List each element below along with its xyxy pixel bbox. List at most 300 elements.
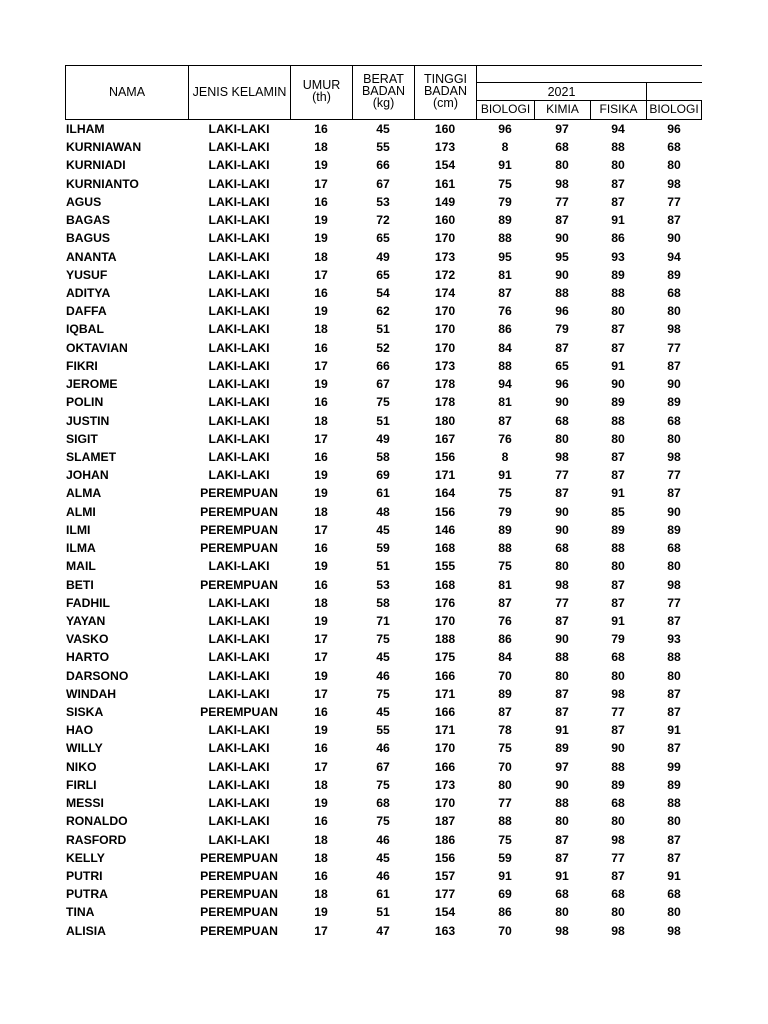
cell-biologi-2: 87	[667, 486, 681, 501]
cell-jenis-kelamin: PEREMPUAN	[200, 850, 278, 865]
cell-berat-badan: 71	[376, 613, 390, 628]
column-header-tinggi-line: BADAN	[423, 84, 468, 98]
cell-kimia: 77	[555, 595, 569, 610]
cell-kimia: 80	[555, 431, 569, 446]
cell-biologi-2: 98	[667, 577, 681, 592]
cell-tinggi-badan: 170	[434, 340, 456, 355]
column-header-nama: NAMA	[108, 85, 146, 99]
cell-tinggi-badan: 155	[434, 559, 456, 574]
cell-umur: 16	[314, 449, 328, 464]
cell-fisika: 91	[611, 486, 625, 501]
cell-jenis-kelamin: LAKI-LAKI	[208, 723, 270, 738]
table-row	[0, 812, 768, 830]
cell-umur: 16	[314, 340, 328, 355]
cell-nama: YAYAN	[66, 613, 106, 628]
cell-biologi-2: 77	[667, 340, 681, 355]
cell-fisika: 87	[611, 595, 625, 610]
cell-nama: KURNIADI	[66, 158, 126, 173]
cell-biologi-2: 68	[667, 887, 681, 902]
cell-umur: 16	[314, 122, 328, 136]
table-row	[0, 339, 768, 357]
cell-kimia: 80	[555, 905, 569, 920]
cell-jenis-kelamin: PEREMPUAN	[200, 905, 278, 920]
cell-fisika: 77	[611, 850, 625, 865]
cell-biologi-2: 68	[667, 140, 681, 155]
cell-tinggi-badan: 178	[434, 395, 456, 410]
cell-kimia: 97	[555, 759, 569, 774]
cell-nama: WINDAH	[66, 686, 117, 701]
cell-berat-badan: 75	[376, 777, 390, 792]
cell-biologi: 76	[498, 613, 512, 628]
column-header-berat-line: BERAT	[363, 72, 404, 86]
cell-jenis-kelamin: PEREMPUAN	[200, 869, 278, 884]
cell-umur: 17	[314, 431, 328, 446]
column-header-umur-line: UMUR	[302, 78, 341, 92]
cell-umur: 17	[314, 522, 328, 537]
cell-jenis-kelamin: LAKI-LAKI	[208, 741, 270, 756]
cell-biologi: 75	[498, 486, 512, 501]
table-row	[0, 248, 768, 266]
cell-jenis-kelamin: LAKI-LAKI	[208, 176, 270, 191]
cell-tinggi-badan: 170	[434, 304, 456, 319]
cell-biologi-2: 91	[667, 723, 681, 738]
cell-nama: KELLY	[66, 850, 105, 865]
cell-berat-badan: 52	[376, 340, 390, 355]
cell-kimia: 68	[555, 140, 569, 155]
cell-biologi-2: 87	[667, 705, 681, 720]
cell-biologi-2: 89	[667, 522, 681, 537]
cell-biologi-2: 77	[667, 595, 681, 610]
cell-umur: 19	[314, 905, 328, 920]
table-row	[0, 557, 768, 575]
subject-header-kimia: KIMIA	[546, 102, 579, 116]
table-row	[0, 703, 768, 721]
cell-biologi-2: 98	[667, 923, 681, 938]
cell-kimia: 80	[555, 814, 569, 829]
cell-biologi-2: 68	[667, 413, 681, 428]
cell-jenis-kelamin: LAKI-LAKI	[208, 358, 270, 373]
table-row	[0, 484, 768, 502]
table-row	[0, 357, 768, 375]
cell-biologi: 91	[498, 869, 512, 884]
cell-berat-badan: 49	[376, 249, 390, 264]
cell-berat-badan: 51	[376, 413, 390, 428]
cell-biologi-2: 87	[667, 741, 681, 756]
table-row	[0, 120, 768, 138]
cell-nama: SIGIT	[66, 431, 98, 446]
cell-jenis-kelamin: LAKI-LAKI	[208, 777, 270, 792]
cell-jenis-kelamin: LAKI-LAKI	[208, 249, 270, 264]
cell-tinggi-badan: 157	[434, 869, 456, 884]
column-header-berat-line: (kg)	[372, 96, 395, 110]
cell-umur: 18	[314, 322, 328, 337]
cell-nama: ILMA	[66, 541, 96, 556]
table-row	[0, 156, 768, 174]
cell-berat-badan: 47	[376, 923, 390, 938]
cell-fisika: 85	[611, 504, 625, 519]
cell-tinggi-badan: 154	[434, 905, 456, 920]
cell-kimia: 91	[555, 723, 569, 738]
column-header-tinggi-badan	[415, 73, 476, 109]
cell-tinggi-badan: 172	[434, 267, 456, 282]
table-row	[0, 539, 768, 557]
cell-berat-badan: 51	[376, 905, 390, 920]
cell-biologi: 70	[498, 668, 512, 683]
cell-fisika: 89	[611, 522, 625, 537]
cell-biologi: 77	[498, 796, 512, 811]
cell-biologi: 80	[498, 777, 512, 792]
cell-umur: 19	[314, 559, 328, 574]
table-row	[0, 612, 768, 630]
cell-kimia: 97	[555, 122, 569, 136]
cell-kimia: 88	[555, 650, 569, 665]
cell-fisika: 80	[611, 559, 625, 574]
cell-fisika: 87	[611, 468, 625, 483]
cell-fisika: 87	[611, 577, 625, 592]
cell-biologi: 89	[498, 522, 512, 537]
cell-biologi-2: 98	[667, 322, 681, 337]
cell-biologi: 86	[498, 632, 512, 647]
cell-umur: 16	[314, 541, 328, 556]
cell-jenis-kelamin: LAKI-LAKI	[208, 613, 270, 628]
cell-umur: 19	[314, 613, 328, 628]
cell-jenis-kelamin: PEREMPUAN	[200, 486, 278, 501]
cell-jenis-kelamin: LAKI-LAKI	[208, 449, 270, 464]
column-header-berat-line: BADAN	[361, 84, 406, 98]
cell-berat-badan: 66	[376, 358, 390, 373]
cell-nama: ALMI	[66, 504, 96, 519]
cell-biologi: 75	[498, 832, 512, 847]
cell-tinggi-badan: 156	[434, 850, 456, 865]
cell-biologi: 76	[498, 431, 512, 446]
table-row	[0, 758, 768, 776]
cell-berat-badan: 61	[376, 486, 390, 501]
cell-biologi-2: 80	[667, 668, 681, 683]
cell-biologi: 78	[498, 723, 512, 738]
cell-fisika: 87	[611, 723, 625, 738]
cell-biologi: 75	[498, 741, 512, 756]
cell-biologi: 88	[498, 231, 512, 246]
cell-nama: BAGUS	[66, 231, 111, 246]
cell-kimia: 98	[555, 577, 569, 592]
table-row	[0, 594, 768, 612]
cell-berat-badan: 55	[376, 140, 390, 155]
cell-fisika: 90	[611, 741, 625, 756]
cell-jenis-kelamin: LAKI-LAKI	[208, 340, 270, 355]
cell-fisika: 87	[611, 194, 625, 209]
cell-biologi-2: 68	[667, 285, 681, 300]
cell-umur: 19	[314, 668, 328, 683]
cell-umur: 18	[314, 595, 328, 610]
cell-nama: HAO	[66, 723, 94, 738]
table-row	[0, 193, 768, 211]
cell-kimia: 90	[555, 777, 569, 792]
cell-fisika: 98	[611, 832, 625, 847]
table-row	[0, 284, 768, 302]
cell-biologi: 75	[498, 559, 512, 574]
cell-berat-badan: 53	[376, 577, 390, 592]
cell-tinggi-badan: 163	[434, 923, 456, 938]
cell-fisika: 88	[611, 140, 625, 155]
cell-kimia: 68	[555, 887, 569, 902]
cell-berat-badan: 53	[376, 194, 390, 209]
cell-fisika: 77	[611, 705, 625, 720]
cell-jenis-kelamin: LAKI-LAKI	[208, 304, 270, 319]
cell-jenis-kelamin: PEREMPUAN	[200, 705, 278, 720]
cell-fisika: 80	[611, 158, 625, 173]
cell-jenis-kelamin: LAKI-LAKI	[208, 285, 270, 300]
table-row	[0, 903, 768, 921]
cell-biologi: 75	[498, 176, 512, 191]
cell-kimia: 87	[555, 213, 569, 228]
cell-jenis-kelamin: PEREMPUAN	[200, 541, 278, 556]
cell-fisika: 89	[611, 395, 625, 410]
cell-jenis-kelamin: LAKI-LAKI	[208, 468, 270, 483]
cell-biologi-2: 80	[667, 559, 681, 574]
cell-fisika: 68	[611, 650, 625, 665]
cell-umur: 19	[314, 723, 328, 738]
cell-tinggi-badan: 168	[434, 577, 456, 592]
cell-nama: ADITYA	[66, 285, 111, 300]
cell-biologi: 79	[498, 194, 512, 209]
cell-kimia: 90	[555, 522, 569, 537]
table-row	[0, 685, 768, 703]
cell-jenis-kelamin: PEREMPUAN	[200, 923, 278, 938]
cell-nama: RASFORD	[66, 832, 127, 847]
cell-nama: AGUS	[66, 194, 102, 209]
cell-tinggi-badan: 171	[434, 723, 456, 738]
cell-umur: 19	[314, 158, 328, 173]
cell-biologi: 8	[501, 140, 509, 155]
cell-tinggi-badan: 167	[434, 431, 456, 446]
cell-berat-badan: 46	[376, 869, 390, 884]
cell-umur: 19	[314, 796, 328, 811]
cell-biologi: 94	[498, 377, 512, 392]
cell-fisika: 86	[611, 231, 625, 246]
table-row	[0, 576, 768, 594]
cell-tinggi-badan: 160	[434, 213, 456, 228]
cell-fisika: 80	[611, 814, 625, 829]
cell-nama: KURNIANTO	[66, 176, 139, 191]
cell-jenis-kelamin: LAKI-LAKI	[208, 122, 270, 136]
cell-biologi: 91	[498, 468, 512, 483]
cell-tinggi-badan: 164	[434, 486, 456, 501]
table-row	[0, 393, 768, 411]
cell-biologi: 86	[498, 322, 512, 337]
cell-umur: 17	[314, 650, 328, 665]
cell-biologi: 8	[501, 449, 509, 464]
cell-fisika: 91	[611, 613, 625, 628]
cell-umur: 16	[314, 869, 328, 884]
cell-biologi-2: 80	[667, 431, 681, 446]
cell-biologi: 86	[498, 905, 512, 920]
cell-umur: 18	[314, 413, 328, 428]
cell-berat-badan: 46	[376, 832, 390, 847]
cell-tinggi-badan: 170	[434, 322, 456, 337]
cell-tinggi-badan: 176	[434, 595, 456, 610]
cell-fisika: 68	[611, 796, 625, 811]
cell-berat-badan: 61	[376, 887, 390, 902]
column-header-umur	[291, 79, 352, 103]
cell-fisika: 93	[611, 249, 625, 264]
cell-umur: 16	[314, 705, 328, 720]
cell-jenis-kelamin: LAKI-LAKI	[208, 832, 270, 847]
cell-umur: 17	[314, 923, 328, 938]
cell-nama: PUTRI	[66, 869, 103, 884]
cell-biologi: 79	[498, 504, 512, 519]
cell-tinggi-badan: 173	[434, 358, 456, 373]
cell-tinggi-badan: 161	[434, 176, 456, 191]
cell-nama: DARSONO	[66, 668, 129, 683]
cell-fisika: 87	[611, 322, 625, 337]
cell-berat-badan: 75	[376, 686, 390, 701]
cell-umur: 16	[314, 814, 328, 829]
cell-nama: MAIL	[66, 559, 96, 574]
cell-umur: 19	[314, 231, 328, 246]
cell-biologi-2: 87	[667, 358, 681, 373]
cell-nama: NIKO	[66, 759, 97, 774]
cell-biologi-2: 89	[667, 395, 681, 410]
cell-kimia: 90	[555, 231, 569, 246]
cell-jenis-kelamin: LAKI-LAKI	[208, 796, 270, 811]
table-row	[0, 412, 768, 430]
cell-umur: 18	[314, 140, 328, 155]
cell-fisika: 79	[611, 632, 625, 647]
table-row	[0, 831, 768, 849]
cell-berat-badan: 67	[376, 377, 390, 392]
cell-tinggi-badan: 166	[434, 705, 456, 720]
cell-fisika: 94	[611, 122, 625, 136]
cell-berat-badan: 75	[376, 814, 390, 829]
column-header-umur-line: (th)	[312, 90, 331, 104]
cell-tinggi-badan: 173	[434, 777, 456, 792]
cell-berat-badan: 66	[376, 158, 390, 173]
table-row	[0, 648, 768, 666]
cell-tinggi-badan: 186	[434, 832, 456, 847]
cell-fisika: 89	[611, 777, 625, 792]
cell-kimia: 80	[555, 158, 569, 173]
cell-tinggi-badan: 174	[434, 285, 456, 300]
cell-fisika: 88	[611, 759, 625, 774]
cell-fisika: 80	[611, 668, 625, 683]
cell-umur: 17	[314, 759, 328, 774]
cell-berat-badan: 69	[376, 468, 390, 483]
cell-tinggi-badan: 154	[434, 158, 456, 173]
table-row	[0, 922, 768, 940]
cell-kimia: 87	[555, 486, 569, 501]
cell-fisika: 98	[611, 686, 625, 701]
table-row	[0, 849, 768, 867]
cell-biologi-2: 88	[667, 650, 681, 665]
table-row	[0, 867, 768, 885]
cell-jenis-kelamin: LAKI-LAKI	[208, 322, 270, 337]
cell-biologi-2: 87	[667, 686, 681, 701]
cell-biologi-2: 89	[667, 777, 681, 792]
cell-kimia: 98	[555, 923, 569, 938]
cell-nama: HARTO	[66, 650, 110, 665]
table-row	[0, 229, 768, 247]
cell-biologi-2: 68	[667, 541, 681, 556]
cell-nama: JEROME	[66, 377, 118, 392]
cell-fisika: 87	[611, 176, 625, 191]
cell-biologi-2: 87	[667, 850, 681, 865]
cell-umur: 16	[314, 194, 328, 209]
table-row	[0, 302, 768, 320]
cell-biologi-2: 80	[667, 158, 681, 173]
cell-umur: 17	[314, 686, 328, 701]
cell-tinggi-badan: 149	[434, 194, 456, 209]
cell-jenis-kelamin: PEREMPUAN	[200, 504, 278, 519]
cell-nama: OKTAVIAN	[66, 340, 128, 355]
cell-kimia: 89	[555, 741, 569, 756]
cell-tinggi-badan: 156	[434, 449, 456, 464]
cell-biologi-2: 77	[667, 194, 681, 209]
cell-berat-badan: 75	[376, 395, 390, 410]
cell-biologi-2: 88	[667, 796, 681, 811]
cell-berat-badan: 54	[376, 285, 390, 300]
cell-tinggi-badan: 175	[434, 650, 456, 665]
table-row	[0, 630, 768, 648]
cell-biologi: 89	[498, 213, 512, 228]
cell-nama: FIKRI	[66, 358, 98, 373]
cell-nama: PUTRA	[66, 887, 108, 902]
subject-header-biologi-2: BIOLOGI	[649, 102, 699, 116]
cell-nama: MESSI	[66, 796, 104, 811]
column-header-berat-badan	[353, 73, 414, 109]
table-row	[0, 521, 768, 539]
year-group-header: 2021	[547, 85, 576, 99]
cell-fisika: 80	[611, 431, 625, 446]
cell-kimia: 90	[555, 267, 569, 282]
cell-tinggi-badan: 168	[434, 541, 456, 556]
cell-berat-badan: 49	[376, 431, 390, 446]
cell-jenis-kelamin: LAKI-LAKI	[208, 668, 270, 683]
subject-header-fisika: FISIKA	[599, 102, 638, 116]
cell-biologi-2: 87	[667, 613, 681, 628]
cell-biologi: 87	[498, 595, 512, 610]
cell-kimia: 91	[555, 869, 569, 884]
cell-tinggi-badan: 171	[434, 468, 456, 483]
cell-kimia: 87	[555, 850, 569, 865]
cell-umur: 19	[314, 213, 328, 228]
column-header-jenis-kelamin: JENIS KELAMIN	[192, 85, 287, 99]
cell-biologi: 89	[498, 686, 512, 701]
cell-fisika: 98	[611, 923, 625, 938]
cell-nama: VASKO	[66, 632, 109, 647]
cell-berat-badan: 45	[376, 705, 390, 720]
cell-berat-badan: 67	[376, 176, 390, 191]
cell-fisika: 68	[611, 887, 625, 902]
cell-nama: POLIN	[66, 395, 104, 410]
cell-tinggi-badan: 177	[434, 887, 456, 902]
cell-biologi-2: 91	[667, 869, 681, 884]
cell-biologi-2: 99	[667, 759, 681, 774]
cell-nama: FADHIL	[66, 595, 111, 610]
cell-fisika: 87	[611, 449, 625, 464]
cell-biologi: 91	[498, 158, 512, 173]
cell-biologi: 87	[498, 413, 512, 428]
cell-berat-badan: 67	[376, 759, 390, 774]
cell-berat-badan: 58	[376, 449, 390, 464]
table-row	[0, 266, 768, 284]
cell-jenis-kelamin: LAKI-LAKI	[208, 759, 270, 774]
cell-berat-badan: 55	[376, 723, 390, 738]
cell-jenis-kelamin: LAKI-LAKI	[208, 632, 270, 647]
cell-berat-badan: 45	[376, 522, 390, 537]
cell-berat-badan: 51	[376, 322, 390, 337]
cell-kimia: 87	[555, 340, 569, 355]
cell-berat-badan: 59	[376, 541, 390, 556]
